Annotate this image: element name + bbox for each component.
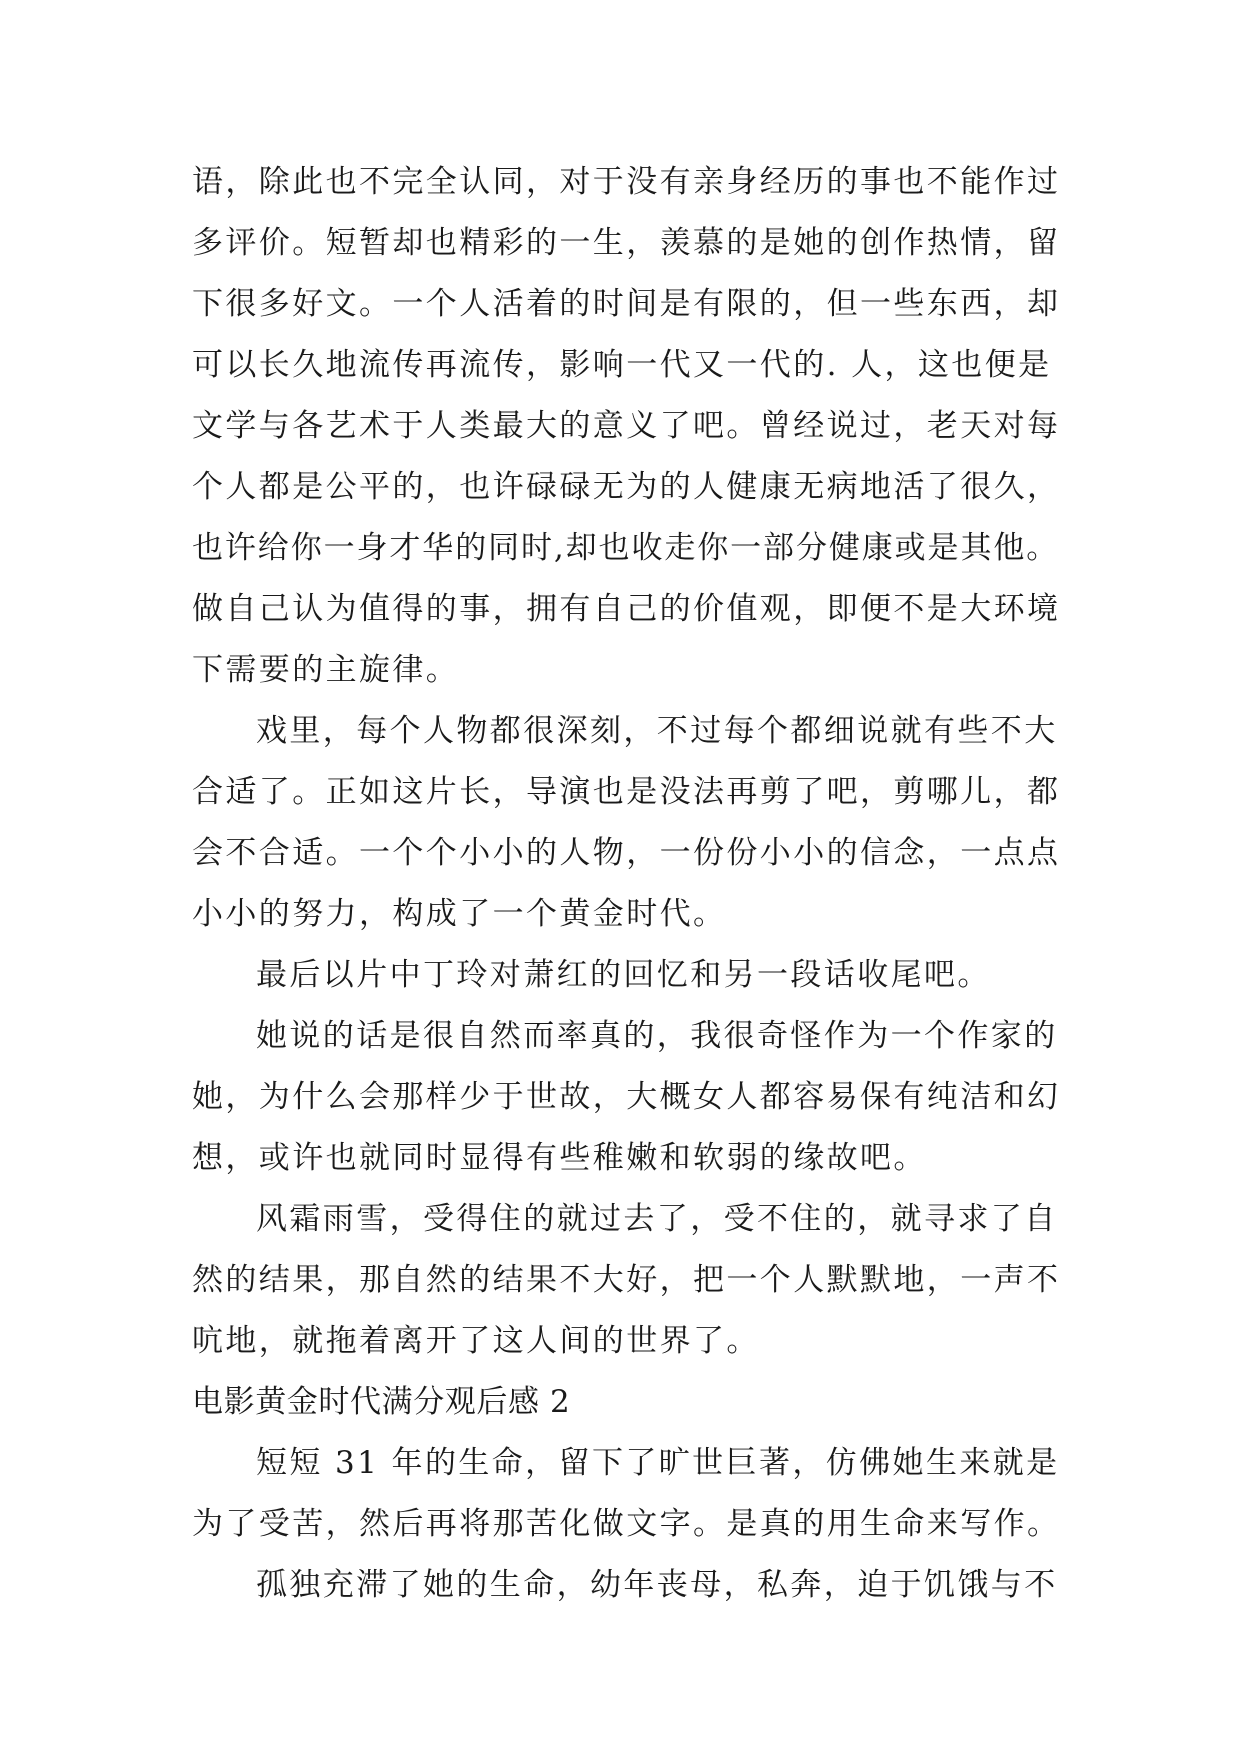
text-line: 可以长久地流传再流传，影响一代又一代的. 人，这也便是: [192, 347, 1052, 383]
text-line: 个人都是公平的，也许碌碌无为的人健康无病地活了很久，: [192, 469, 1061, 505]
text-line: 她，为什么会那样少于世故，大概女人都容易保有纯洁和幻: [192, 1079, 1061, 1115]
text-line: 多评价。短暂却也精彩的一生，羡慕的是她的创作热情，留: [192, 225, 1061, 261]
text-line: 语，除此也不完全认同，对于没有亲身经历的事也不能作过: [192, 164, 1061, 200]
text-line: 小小的努力，构成了一个黄金时代。: [192, 896, 727, 932]
text-line: 最后以片中丁玲对萧红的回忆和另一段话收尾吧。: [256, 957, 991, 993]
document-page: [192, 152, 1062, 1616]
text-line: 也许给你一身才华的同时,却也收走你一部分健康或是其他。: [192, 530, 1060, 566]
text-line: 文学与各艺术于人类最大的意义了吧。曾经说过，老天对每: [192, 408, 1061, 444]
text-line: 会不合适。一个个小小的人物，一份份小小的信念，一点点: [192, 835, 1061, 871]
text-line: 为了受苦，然后再将那苦化做文字。是真的用生命来写作。: [192, 1506, 1061, 1542]
text-line: 做自己认为值得的事，拥有自己的价值观，即便不是大环境: [192, 591, 1061, 627]
text-line: 下需要的主旋律。: [192, 652, 460, 688]
text-line: 想，或许也就同时显得有些稚嫩和软弱的缘故吧。: [192, 1140, 927, 1176]
text-line: 戏里，每个人物都很深刻，不过每个都细说就有些不大: [256, 713, 1058, 749]
text-line: 风霜雨雪，受得住的就过去了，受不住的，就寻求了自: [256, 1201, 1058, 1237]
text-line: 短短 31 年的生命，留下了旷世巨著，仿佛她生来就是: [256, 1445, 1060, 1481]
section-heading: 电影黄金时代满分观后感 2: [192, 1384, 571, 1420]
text-line: 然的结果，那自然的结果不大好，把一个人默默地，一声不: [192, 1262, 1061, 1298]
text-line: 下很多好文。一个人活着的时间是有限的，但一些东西，却: [192, 286, 1061, 322]
text-line: 合适了。正如这片长，导演也是没法再剪了吧，剪哪儿，都: [192, 774, 1061, 810]
text-line: 她说的话是很自然而率真的，我很奇怪作为一个作家的: [256, 1018, 1058, 1054]
text-line: 吭地，就拖着离开了这人间的世界了。: [192, 1323, 760, 1359]
text-line: 孤独充滞了她的生命，幼年丧母，私奔，迫于饥饿与不: [256, 1567, 1058, 1603]
